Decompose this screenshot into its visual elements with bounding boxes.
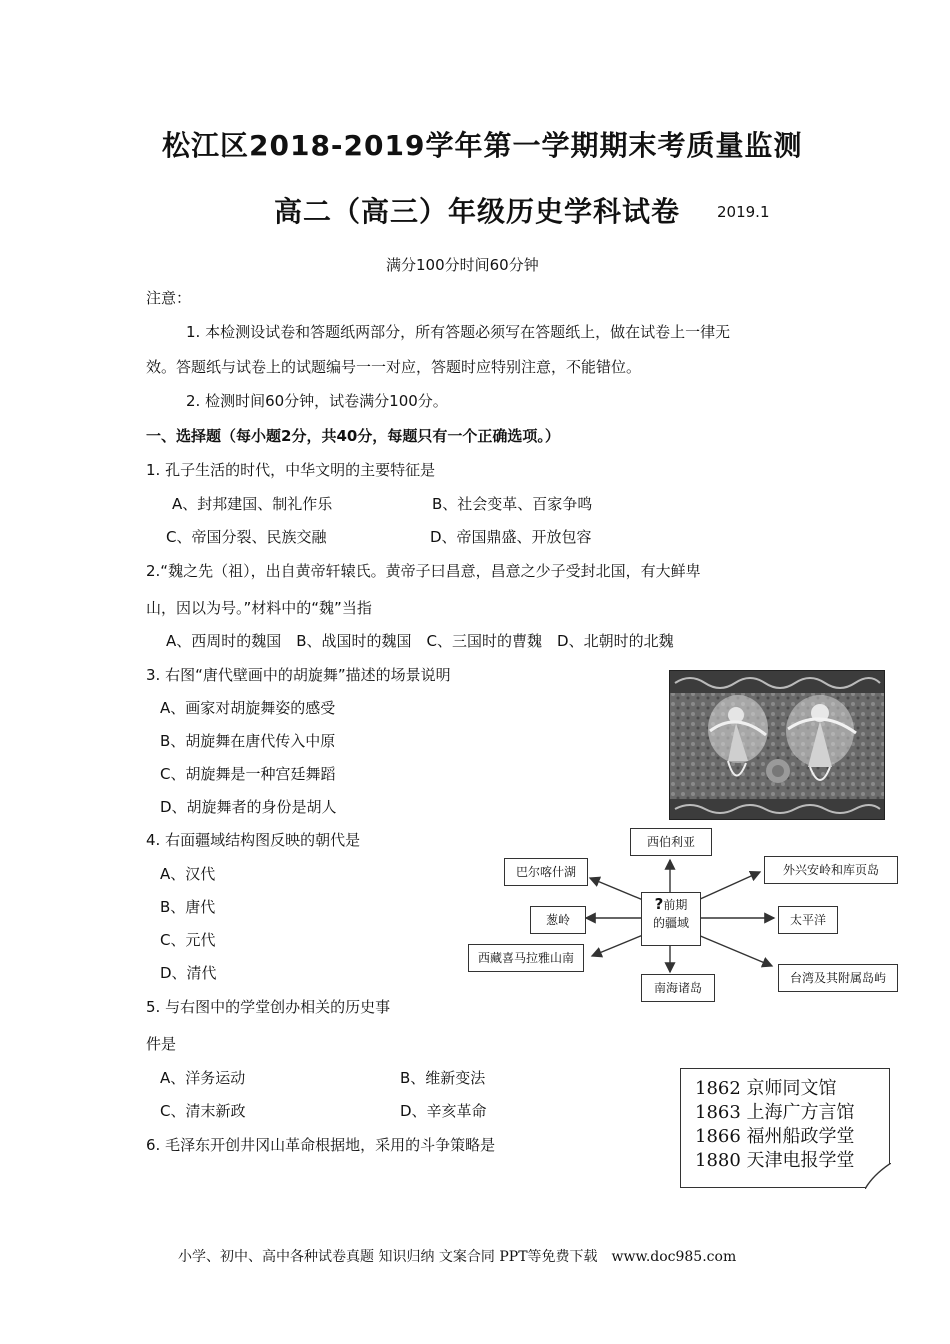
question-1-stem: 1. 孔子生活的时代，中华文明的主要特征是 (146, 461, 436, 479)
question-4-option-b: B、唐代 (160, 898, 216, 916)
territory-center-label-2: 的疆域 (652, 916, 689, 930)
question-5-option-c: C、清末新政 (160, 1102, 246, 1120)
notes-item-1-cont: 效。答题纸与试卷上的试题编号一一对应，答题时应特别注意，不能错位。 (146, 358, 642, 376)
question-5-option-b: B、维新变法 (400, 1069, 486, 1087)
territory-khingan-sakhalin: 外兴安岭和库页岛 (764, 856, 898, 884)
footer-text: 小学、初中、高中各种试卷真题 知识归纳 文案合同 PPT等免费下载 www.doc985.com (178, 1249, 737, 1265)
territory-south-sea-islands: 南海诸岛 (641, 974, 715, 1002)
question-2-stem-cont: 山，因以为号。”材料中的“魏”当指 (146, 599, 372, 617)
territory-pacific: 太平洋 (778, 906, 838, 934)
question-3-option-c: C、胡旋舞是一种宫廷舞蹈 (160, 765, 336, 783)
exam-score-time: 满分100分时间60分钟 (386, 256, 539, 274)
question-3-option-a: A、画家对胡旋舞姿的感受 (160, 699, 336, 717)
school-line-3: 1866 福州船政学堂 (695, 1126, 855, 1147)
territory-tibet-himalaya: 西藏喜马拉雅山南 (468, 944, 584, 972)
page-title: 松江区2018-2019学年第一学期期末考质量监测 (162, 129, 803, 162)
question-1-option-a: A、封邦建国、制礼作乐 (172, 495, 333, 513)
question-3-stem: 3. 右图“唐代壁画中的胡旋舞”描述的场景说明 (146, 666, 451, 684)
question-5-stem-cont: 件是 (146, 1035, 177, 1053)
question-5-stem: 5. 与右图中的学堂创办相关的历史事 (146, 998, 391, 1016)
school-line-1: 1862 京师同文馆 (695, 1078, 837, 1099)
question-1-option-c: C、帝国分裂、民族交融 (166, 528, 327, 546)
question-4-option-d: D、清代 (160, 964, 217, 982)
territory-siberia: 西伯利亚 (630, 828, 712, 856)
exam-subject-title: 高二（高三）年级历史学科试卷 (274, 195, 681, 228)
territory-balkhash: 巴尔喀什湖 (504, 858, 588, 886)
school-line-4: 1880 天津电报学堂 (695, 1150, 855, 1171)
question-6-stem: 6. 毛泽东开创井冈山革命根据地，采用的斗争策略是 (146, 1136, 496, 1154)
section-heading: 一、选择题（每小题2分，共40分，每题只有一个正确选项。） (146, 427, 560, 445)
notes-item-2: 2. 检测时间60分钟，试卷满分100分。 (186, 392, 448, 410)
question-4-option-c: C、元代 (160, 931, 216, 949)
question-1-option-b: B、社会变革、百家争鸣 (432, 495, 593, 513)
notes-item-1: 1. 本检测设试卷和答题纸两部分，所有答题必须写在答题纸上，做在试卷上一律无 (186, 323, 731, 341)
question-2-stem: 2.“魏之先（祖），出自黄帝轩辕氏。黄帝子曰昌意，昌意之少子受封北国，有大鲜卑 (146, 562, 701, 580)
school-line-2: 1863 上海广方言馆 (695, 1102, 855, 1123)
page-curl-icon (865, 1163, 891, 1189)
question-2-options: A、西周时的魏国 B、战国时的魏国 C、三国时的曹魏 D、北朝时的北魏 (166, 632, 674, 650)
unknown-dynasty-mark: ? (654, 895, 664, 913)
question-4-option-a: A、汉代 (160, 865, 216, 883)
question-4-stem: 4. 右面疆域结构图反映的朝代是 (146, 831, 361, 849)
question-3-option-d: D、胡旋舞者的身份是胡人 (160, 798, 337, 816)
notes-label: 注意： (146, 289, 192, 307)
schools-card (680, 1068, 890, 1188)
territory-taiwan: 台湾及其附属岛屿 (778, 964, 898, 992)
question-5-option-a: A、洋务运动 (160, 1069, 246, 1087)
territory-pamir: 葱岭 (530, 906, 586, 934)
question-1-option-d: D、帝国鼎盛、开放包容 (430, 528, 592, 546)
question-3-option-b: B、胡旋舞在唐代传入中原 (160, 732, 336, 750)
territory-center-label-1: 前期 (663, 898, 688, 912)
exam-date: 2019.1 (717, 203, 770, 221)
question-5-option-d: D、辛亥革命 (400, 1102, 487, 1120)
territory-center-box (641, 892, 701, 946)
